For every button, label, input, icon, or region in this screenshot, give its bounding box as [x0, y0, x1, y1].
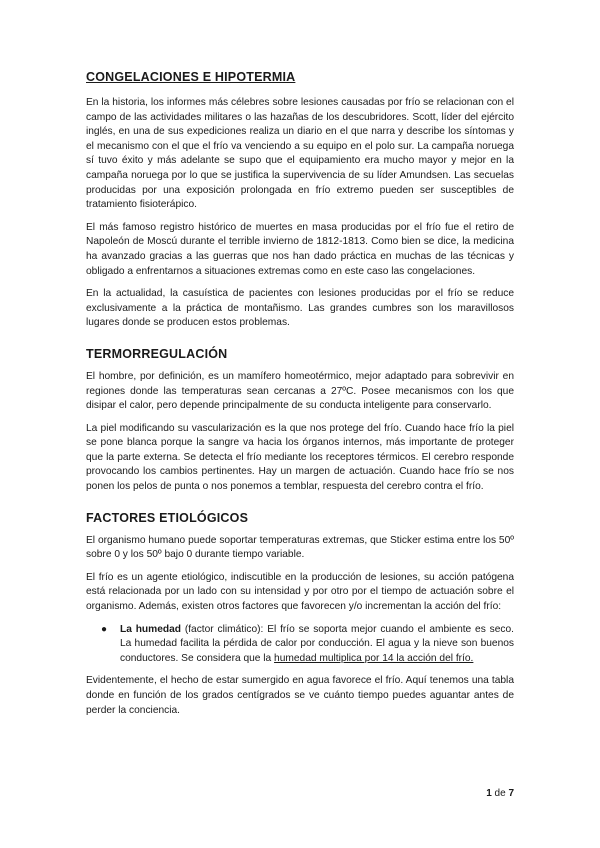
factores-paragraph-2: El frío es un agente etiológico, indiscutible en la producción de lesiones, su acción patógena está relacionada por un lado con su intensidad y por otro por el tiempo de actuación sobre el organismo. Además, existen otros factores que favorecen y/o incrementan la acción del frío:: [86, 571, 514, 613]
factores-paragraph-1: El organismo humano puede soportar temperaturas extremas, que Sticker estima entre los 50º sobre 0 y los 50º bajo 0 durante tiempo variable.: [86, 534, 514, 561]
bullet-underlined-text: humedad multiplica por 14 la acción del frío.: [274, 652, 474, 664]
section-heading-factores: FACTORES ETIOLÓGICOS: [86, 510, 249, 525]
intro-paragraph-3: En la actualidad, la casuística de pacientes con lesiones producidas por el frío se reduce exclusivamente a la práctica de montañismo. Las grandes cumbres son los maravillosos lugares donde se producen estos problemas.: [86, 288, 514, 329]
total-pages: 7: [508, 788, 514, 799]
factores-bullet-list: [86, 623, 514, 667]
intro-paragraph-2: El más famoso registro histórico de muertes en masa producidas por el frío fue el retiro de Napoleón de Moscú durante el terrible invierno de 1812-1813. Como bien se dice, la medicina ha avanzado gracias a las guerras que nos han dado práctica en muchas de las técnicas y obligado a enfrentarnos a situaciones extremas como en este caso las congelaciones.: [86, 221, 514, 277]
document-body: [86, 70, 514, 726]
intro-paragraph-1: En la historia, los informes más célebres sobre lesiones causadas por frío se relacionan con el campo de las actividades militares o las hazañas de los descubridores. Scott, líder del ejército inglés, en una de sus expediciones realiza un diario en el que narra y describe los síntomas y el mecanismo con el que el frío va venciendo a su equipo en el polo sur. La campaña noruega sí tuvo éxito y más adelante se supo que el equipamiento era mucho mayor y mejor en la campaña noruega por lo que se justifica la supervivencia de su líder Amundsen. Las secuelas producidas por una exposición prolongada en frío extremo pueden ser susceptibles de tratamiento fisioterápico.: [86, 97, 514, 211]
termorregulacion-paragraph-1: El hombre, por definición, es un mamífero homeotérmico, mejor adaptado para sobrevivir en regiones donde las temperaturas sean cercanas a 27ºC. Posee mecanismos con los que disipar el calor, pero depende principalmente de su conducta inteligente para conservarlo.: [86, 370, 514, 412]
current-page: 1: [486, 788, 492, 799]
termorregulacion-paragraph-2: La piel modificando su vascularización es la que nos protege del frío. Cuando hace frío la piel se pone blanca porque la sangre va hacia los órganos internos, más importante de proteger que la parte externa. Se detecta el frío mediante los receptores térmicos. El cerebro responde provocando los cambios pertinentes. Hay un margen de actuación. Cuando hace frío se nos ponen los pelos de punta o nos ponemos a temblar, respuesta del cerebro contra el frío.: [86, 422, 514, 493]
document-title: CONGELACIONES E HIPOTERMIA: [86, 70, 296, 84]
section-heading-termorregulacion: TERMORREGULACIÓN: [86, 346, 228, 361]
page-number: [486, 788, 514, 799]
factores-paragraph-3: Evidentemente, el hecho de estar sumergido en agua favorece el frío. Aquí tenemos una tabla donde en función de los grados centígrados se ve cuánto tiempo puedes aguantar antes de perder la conciencia.: [86, 675, 514, 716]
bullet-text: (factor climático): El frío se soporta mejor cuando el ambiente es seco. La humedad facilita la pérdida de calor por conducción. El agua y la nieve son buenos conductores. Se considera que la: [120, 623, 514, 664]
bullet-icon: ●: [101, 623, 108, 635]
list-item: [101, 623, 514, 667]
page-separator: de: [491, 788, 509, 799]
bullet-term: La humedad: [120, 623, 181, 635]
